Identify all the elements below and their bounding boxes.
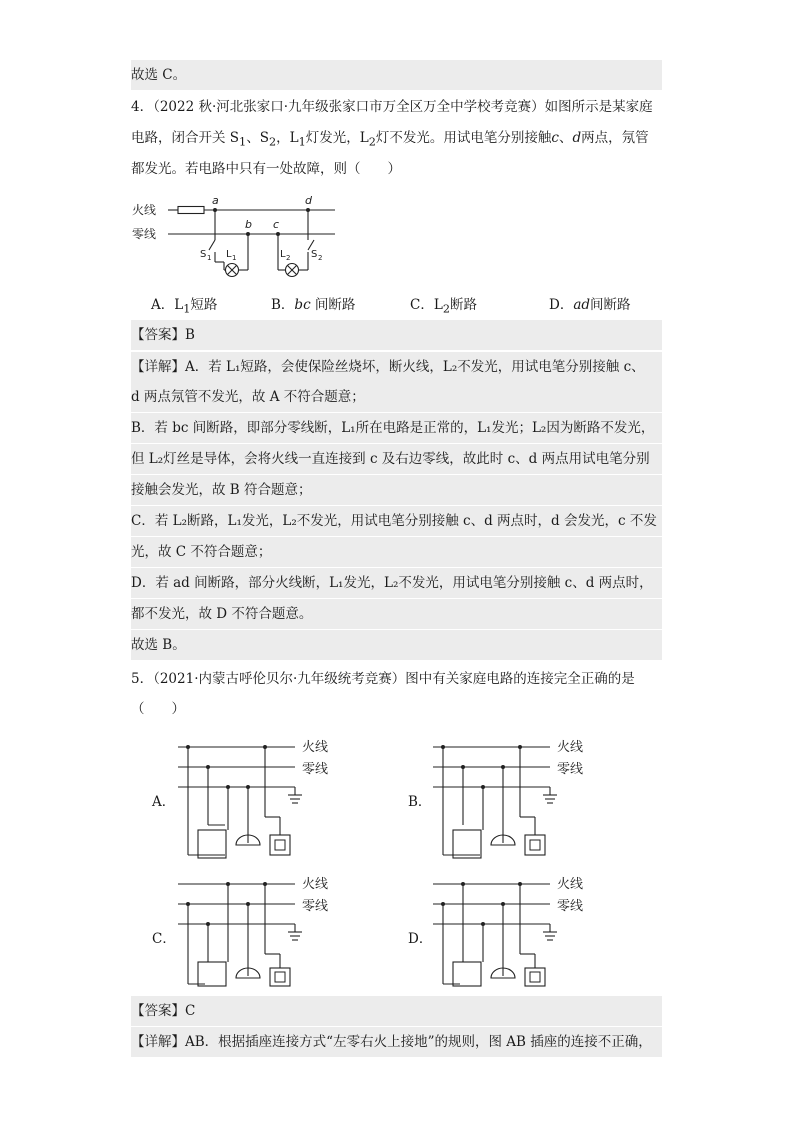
q5-option-c-label: C． xyxy=(152,931,176,947)
q5-stem-line2: （ ） xyxy=(131,701,185,717)
svg-text:火线: 火线 xyxy=(557,877,584,892)
q4-detail-line: 光，故 C 不符合题意； xyxy=(131,537,662,567)
q4-detail-line: B．若 bc 间断路，即部分零线断，L₁所在电路是正常的，L₁发光；L₂因为断路不发光， xyxy=(131,413,662,443)
q4-detail-line: 故选 B。 xyxy=(131,630,662,660)
q4-options xyxy=(131,290,662,320)
svg-text:2: 2 xyxy=(318,254,323,262)
svg-text:火线: 火线 xyxy=(557,740,584,755)
q4-circuit-diagram xyxy=(130,190,340,282)
q4-stem-line1: 4．（2022 秋·河北张家口·九年级张家口市万全区万全中学校考竞赛）如图所示是某家庭 xyxy=(131,99,653,115)
q5-diagram-c xyxy=(170,872,350,994)
q4-stem-line2: 电路，闭合开关 $S_1$、$S_2$，$L_1$灯发光，$L_2$灯不发光。用试电笔分别接触c、d两点，氖管 xyxy=(131,130,649,149)
q4-detail-line: C．若 L₂断路，L₁发光，L₂不发光，用试电笔分别接触 c、d 两点时，d 会发光，c 不发 xyxy=(131,506,662,536)
live-label: 火线 xyxy=(132,203,157,217)
q5-option-d-label: D． xyxy=(408,931,433,947)
fuse-icon xyxy=(178,207,204,214)
svg-text:零线: 零线 xyxy=(302,899,329,914)
switch-icon xyxy=(275,972,285,982)
q4-option-c: C．$L_2$断路 xyxy=(410,297,477,316)
svg-text:c: c xyxy=(273,218,280,231)
q4-detail-line: d 两点氖管不发光，故 A 不符合题意； xyxy=(131,382,662,412)
switch-s1-icon xyxy=(209,240,215,250)
svg-text:零线: 零线 xyxy=(557,762,584,777)
q4-detail-line: 都不发光，故 D 不符合题意。 xyxy=(131,599,662,629)
q5-diagram-d xyxy=(425,872,605,994)
svg-text:1: 1 xyxy=(232,254,237,262)
conclusion-text: 故选 C。 xyxy=(131,60,662,90)
svg-text:S: S xyxy=(311,249,318,260)
q5-diagram-b xyxy=(425,735,605,865)
svg-text:零线: 零线 xyxy=(557,899,584,914)
switch-icon xyxy=(530,840,540,850)
svg-text:零线: 零线 xyxy=(302,762,329,777)
svg-text:S: S xyxy=(200,249,207,260)
svg-text:a: a xyxy=(212,194,219,207)
q4-detail-line: 接触会发光，故 B 符合题意； xyxy=(131,475,662,505)
switch-icon xyxy=(530,972,540,982)
svg-text:火线: 火线 xyxy=(302,877,329,892)
q4-answer: 【答案】B xyxy=(131,320,662,350)
svg-text:L: L xyxy=(280,249,286,260)
svg-text:1: 1 xyxy=(207,254,212,262)
q5-stem-line1: 5．（2021·内蒙古呼伦贝尔·九年级统考竞赛）图中有关家庭电路的连接完全正确的是 xyxy=(131,671,635,687)
q5-detail-line: 【详解】AB．根据插座连接方式“左零右火上接地”的规则，图 AB 插座的连接不正确， xyxy=(131,1027,662,1057)
svg-text:L: L xyxy=(226,249,232,260)
q4-option-d: D．ad间断路 xyxy=(549,297,631,313)
svg-text:火线: 火线 xyxy=(302,740,329,755)
q4-detail-line: 但 L₂灯丝是导体，会将火线一直连接到 c 及右边零线，故此时 c、d 两点用试电笔分别 xyxy=(131,444,662,474)
q5-diagram-a xyxy=(170,735,350,865)
q5-option-b-label: B． xyxy=(408,794,432,810)
svg-text:2: 2 xyxy=(286,254,291,262)
switch-icon xyxy=(275,840,285,850)
q4-option-b: B．bc 间断路 xyxy=(271,297,356,313)
q4-detail-line: 【详解】A．若 L₁短路，会使保险丝烧坏，断火线，L₂不发光，用试电笔分别接触 c、 xyxy=(131,352,662,382)
svg-text:d: d xyxy=(305,194,312,207)
svg-text:b: b xyxy=(245,218,252,231)
neutral-label: 零线 xyxy=(132,227,157,241)
q5-option-a-label: A． xyxy=(152,794,176,810)
q4-option-a: A．$L_1$短路 xyxy=(151,297,218,316)
q5-answer: 【答案】C xyxy=(131,996,662,1026)
q4-detail-line: D．若 ad 间断路，部分火线断，L₁发光，L₂不发光，用试电笔分别接触 c、d 两点时， xyxy=(131,568,662,598)
q4-stem-line3: 都发光。若电路中只有一处故障，则（ ） xyxy=(131,161,401,177)
